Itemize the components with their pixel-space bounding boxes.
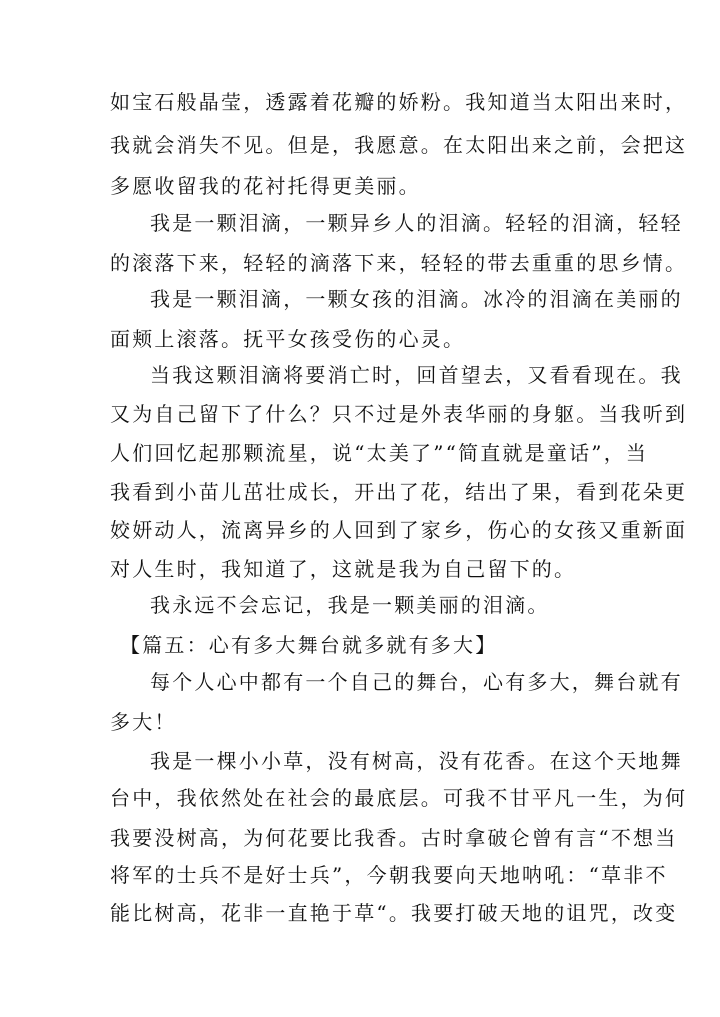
paragraph-first-line: 我是一颗泪滴，一颗女孩的泪滴。冰冷的泪滴在美丽的 [150, 287, 683, 311]
paragraph-first-line: 我是一颗泪滴，一颗异乡人的泪滴。轻轻的泪滴，轻轻 [150, 211, 683, 235]
text-line: 面颊上滚落。抚平女孩受伤的心灵。 [110, 327, 466, 351]
section-heading: 【篇五：心有多大舞台就多就有多大】 [120, 633, 498, 657]
text-line: 我要没树高，为何花要比我香。古时拿破仑曾有言“不想当 [110, 826, 678, 850]
text-line: 我看到小苗儿茁壮成长，开出了花，结出了果，看到花朵更 [110, 480, 688, 504]
paragraph-first-line: 每个人心中都有一个自己的舞台，心有多大，舞台就有 [150, 670, 683, 694]
text-line: 能比树高，花非一直艳于草“。我要打破天地的诅咒，改变 [110, 901, 678, 925]
text-line: 姣妍动人，流离异乡的人回到了家乡，伤心的女孩又重新面 [110, 518, 688, 542]
text-line: 将军的士兵不是好士兵”，今朝我要向天地呐吼：“草非不 [110, 863, 668, 887]
text-line: 对人生时，我知道了，这就是我为自己留下的。 [110, 557, 577, 581]
text-line: 台中，我依然处在社会的最底层。可我不甘平凡一生，为何 [110, 786, 688, 810]
paragraph-first-line: 我永远不会忘记，我是一颗美丽的泪滴。 [150, 593, 550, 617]
text-line: 多大！ [110, 710, 177, 734]
text-line: 人们回忆起那颗流星，说“太美了”“简直就是童话”，当 [110, 441, 649, 465]
text-line: 我就会消失不见。但是，我愿意。在太阳出来之前，会把这 [110, 133, 688, 157]
paragraph-first-line: 我是一棵小小草，没有树高，没有花香。在这个天地舞 [150, 749, 683, 773]
text-line: 多愿收留我的花衬托得更美丽。 [110, 174, 421, 198]
text-line: 的滚落下来，轻轻的滴落下来，轻轻的带去重重的思乡情。 [110, 251, 688, 275]
paragraph-first-line: 当我这颗泪滴将要消亡时，回首望去，又看看现在。我 [150, 363, 683, 387]
text-line: 如宝石般晶莹，透露着花瓣的娇粉。我知道当太阳出来时， [110, 90, 688, 114]
text-line: 又为自己留下了什么？只不过是外表华丽的身躯。当我听到 [110, 402, 688, 426]
